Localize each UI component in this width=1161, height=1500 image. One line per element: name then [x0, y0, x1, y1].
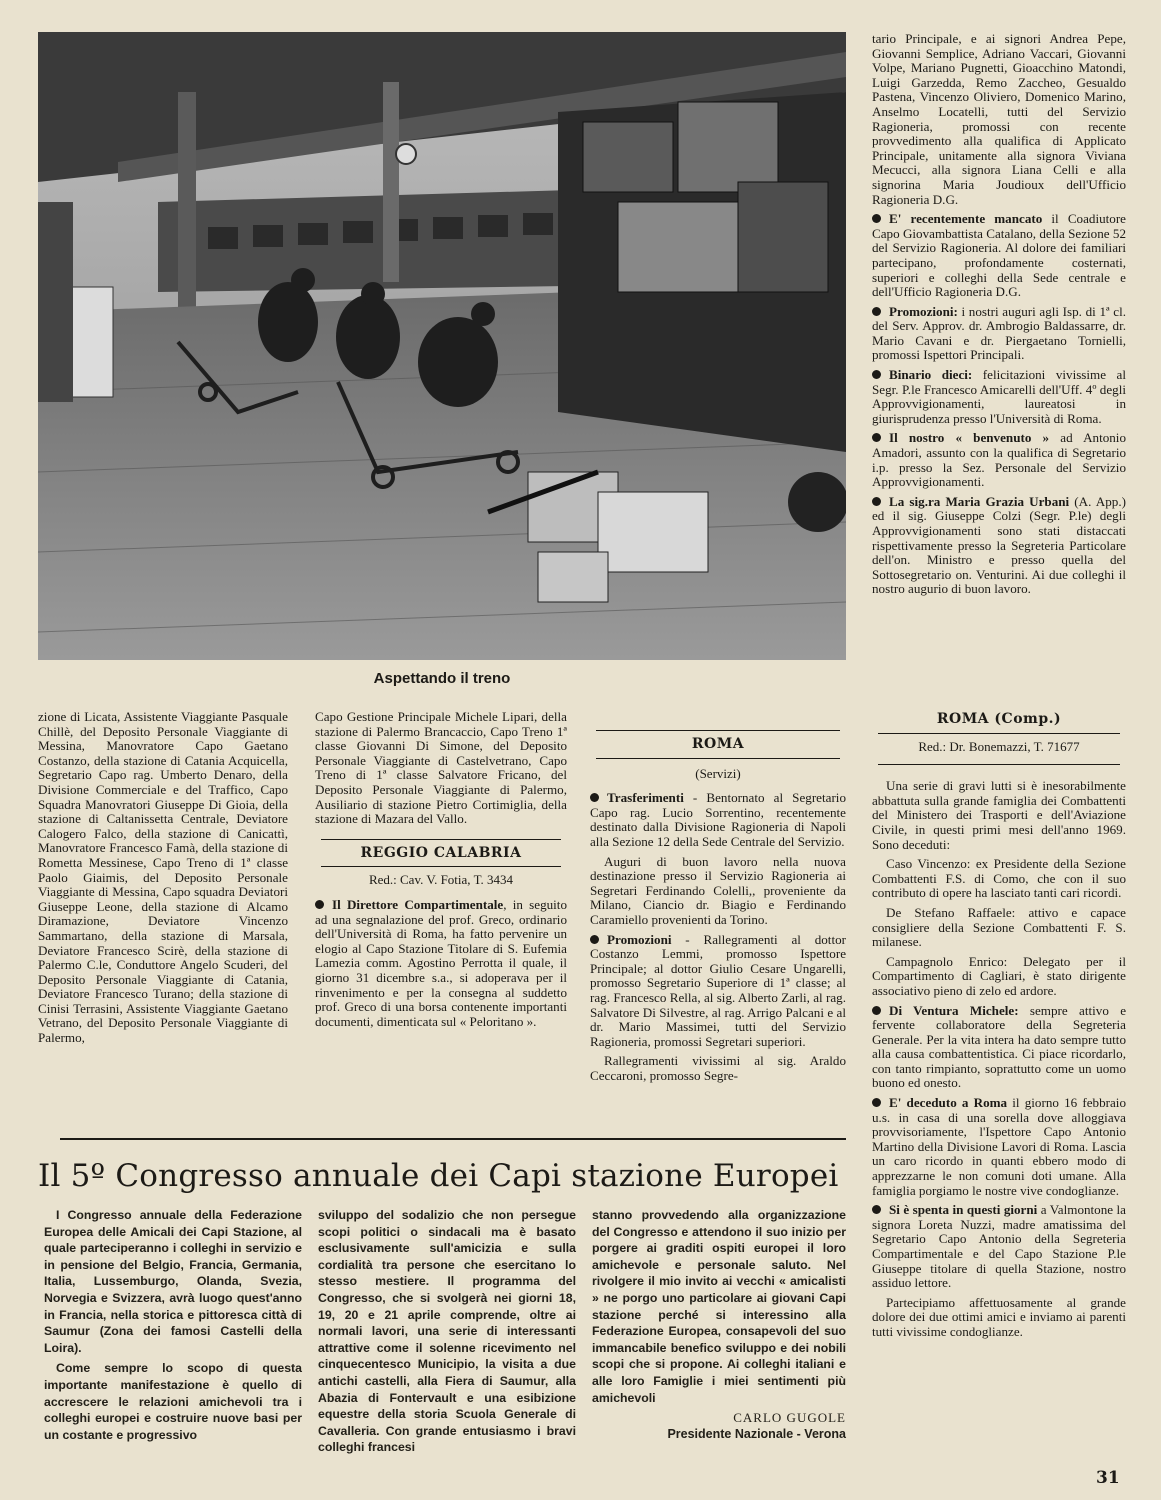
paragraph: Campagnolo Enrico: Delegato per il Compartimento di Cagliari, è stato dirigente associativo pieno di zelo ed ardore.	[872, 953, 1126, 998]
paragraph: Una serie di gravi lutti si è inesorabilmente abbattuta sulla grande famiglia dei Combattenti del Ministero dei Trasporti e dell'Aviazione Civile, in questi primi mesi dell'anno 1969. Sono deceduti:	[872, 778, 1126, 852]
item-text: i nostri auguri agli Isp. di 1ª cl. del Serv. Approv. dr. Ambrogio Baldassarre, dr. Mario Cavani e dr. Piergaetano Tornielli, promossi Ispettori Principali.	[872, 303, 1126, 363]
item-lead: E' recentemente mancato	[889, 211, 1043, 227]
news-item	[872, 495, 1126, 597]
news-item	[872, 1004, 1126, 1092]
item-text: - Rallegramenti al dottor Costanzo Lemmi, promosso Ispettore Principale; al dottor Giulio Cesare Ungarelli, promosso Segretario Superiore di 1ª classe; al rag. Francesco Rella, al sig. Alberto Zarli, al rag. Salvatore Di Silvestre, al rag. Arrigo Palcani e al dr. Mario Massimei, tutti del Servizio Ragioneria, promossi Segretari superiori.	[590, 931, 846, 1049]
article-headline: Il 5º Congresso annuale dei Capi stazione Europei	[38, 1158, 839, 1194]
item-lead: Il nostro « benvenuto »	[889, 430, 1050, 446]
paragraph: stanno provvedendo alla organizzazione del Congresso e attendono il suo inizio per porgere ai graditi ospiti europei il loro amichevole e personale saluto. Nel rivolgere il mio invito ai vecchi « amicalisti » ne porgo uno particolare ai giovani Capi stazione perché si interessino alla Federazione Europea, consapevoli del suo immancabile benefico sviluppo e dei nobili scopi che si propone. Ai colleghi italiani e alle loro Famiglie i miei sentimenti più amichevoli	[592, 1208, 846, 1405]
bullet-icon	[872, 370, 881, 379]
item-lead: Promozioni	[607, 931, 672, 947]
section-subheading: (Servizi)	[695, 765, 741, 781]
item-text: sempre attivo e fervente collaboratore della Segreteria Generale. Per la vita intera ha dato sempre tutto alla causa combattentistica. Ci piace ricordarlo, con tanto rimpianto, soprattutto come un uomo buono ed onesto.	[872, 1002, 1126, 1091]
bullet-icon	[590, 935, 599, 944]
paragraph: zione di Licata, Assistente Viaggiante Pasquale Chillè, del Deposito Personale Viaggiante di Messina, Manovratore Capo Gaetano Costanzo, della stazione di Catania Acquicella, Segretario Capo rag. Umberto Denaro, della Divisione Commerciale e del Traffico, Capo Squadra Manovratori Giuseppe Di Gioia, della stazione di Caltanissetta Centrale, Deviatore Calogero Falco, della stazione di Canicattì, Manovratore Francesco Famà, della stazione di Rometta Messinese, Capo Treno di 1ª classe Paolo Giaimis, del Deposito Personale Viaggiante di Messina, Capo squadra Deviatori Giuseppe Leone, della stazione di Alcamo Diramazione, Deviatore Vincenzo Sammartano, della stazione di Marsala, Deviatore Francesco Scirè, della stazione di Palermo C.le, Conduttore Angelo Scuderi, del Deposito Personale Viaggiante di Catania, Deviatore Francesco Turano; della stazione di Cinisi Terrasini, Assistente Viaggiante Gaetano Vetrano, del Deposito Personale Viaggiante di Palermo,	[38, 709, 288, 1046]
paragraph: Auguri di buon lavoro nella nuova destinazione presso il Servizio Ragioneria ai Segretari Ferdinando Colelli,, proveniente da Milano, Ciancio dr. Biagio e Ferdinando Caramiello provenienti da Torino.	[590, 853, 846, 927]
bullet-icon	[872, 307, 881, 316]
paragraph: Rallegramenti vivissimi al sig. Araldo Ceccaroni, promosso Segre-	[590, 1053, 846, 1083]
photo-caption: Aspettando il treno	[373, 670, 511, 687]
divider	[596, 730, 840, 731]
article-rule	[60, 1138, 846, 1140]
item-lead: Di Ventura Michele:	[889, 1002, 1019, 1018]
editor-line: Red.: Cav. V. Fotia, T. 3434	[368, 872, 514, 888]
bullet-icon	[872, 433, 881, 442]
paragraph: tario Principale, e ai signori Andrea Pepe, Giovanni Semplice, Adriano Vaccari, Giovanni Volpe, Mariano Pugnetti, Gioacchino Matondi, Luigi Garzedda, Remo Zaccheo, Gesualdo Pastena, Vincenzo Oliviero, Domenico Marino, Anselmo Locatelli, tutti del Servizio Ragioneria, promossi con recente provvedimento alla qualifica di Applicato Principale, unitamente alla signora Viviana Mecucci, alla signora Liana Celli e alla signorina Maria Joudioux dell'Ufficio Ragioneria D.G.	[872, 31, 1126, 207]
news-item	[872, 431, 1126, 489]
bullet-icon	[872, 1098, 881, 1107]
column-1	[38, 710, 288, 1051]
editor-line: Red.: Dr. Bonemazzi, T. 71677	[918, 738, 1080, 754]
news-item	[315, 898, 567, 1029]
paragraph: sviluppo del sodalizio che non persegue scopi politici o sindacali ma è basato esclusivamente sull'amicizia e sulla cordialità tra persone che esercitano lo stesso mestiere. Il programma del Congresso, che si svolgerà nei giorni 18, 19, 20 e 21 aprile comprende, oltre ai normali lavori, una serie di interessanti attrattive come il solenne ricevimento nel cinquecentesco Municipio, la visita a due antichi castelli, alla Fiera di Saumur, alla Abazia di Fontervault e una esibizione equestre della storia Scuola Generale di Cavalleria. Con grande entusiasmo i bravi colleghi francesi	[318, 1208, 576, 1455]
paragraph: De Stefano Raffaele: attivo e capace consigliere della Sezione Combattenti F. S. milanese.	[872, 904, 1126, 950]
bullet-icon	[872, 497, 881, 506]
item-lead: Promozioni:	[889, 303, 958, 319]
news-item	[872, 212, 1126, 300]
article-column-1	[44, 1207, 302, 1447]
item-text: felicitazioni vivissime al Segr. P.le Francesco Amicarelli dell'Uff. 4º degli Approvvigionamenti, laureatosi in giurisprudenza presso l'Università di Roma.	[872, 367, 1126, 426]
news-item	[590, 933, 846, 1050]
article-column-3	[592, 1207, 846, 1442]
column-3	[590, 730, 846, 1088]
paragraph: Capo Gestione Principale Michele Lipari, della stazione di Palermo Brancaccio, Capo Treno 1ª classe Giovanni Di Simone, del Deposito Personale Viaggiante di Castelvetrano, Capo Treno di 1ª classe Salvatore Fricano, del Deposito Personale Viaggiante di Palermo, Ausiliario di stazione Pietro Cortimiglia, della stazione di Mazara del Vallo.	[315, 709, 567, 827]
section-heading-roma: ROMA	[691, 736, 745, 752]
divider	[878, 764, 1120, 765]
photo-station-platform	[38, 32, 846, 660]
signature-role: Presidente Nazionale - Verona	[667, 1427, 846, 1442]
item-lead: Si è spenta in questi giorni	[889, 1202, 1038, 1218]
news-item	[872, 368, 1126, 426]
item-text: il Coadiutore Capo Giovambattista Catalano, della Sezione 52 del Servizio Ragioneria. Al dolore dei familiari partecipano, profondamente costernati, superiori e colleghi della Sede centrale e dell'Ufficio Ragioneria D.G.	[872, 211, 1126, 300]
bullet-icon	[872, 1205, 881, 1214]
item-lead: Binario dieci:	[889, 367, 973, 383]
divider	[321, 839, 561, 840]
news-item	[590, 791, 846, 849]
section-heading-reggio-calabria: REGGIO CALABRIA	[360, 844, 522, 861]
bullet-icon	[872, 214, 881, 223]
paragraph: I Congresso annuale della Federazione Europea delle Amicali dei Capi Stazione, al quale parteciperanno i colleghi in servizio e in pensione del Belgio, Francia, Germania, Italia, Lussemburgo, Olanda, Svezia, Norvegia e Svizzera, avrà luogo quest'anno in Francia, nella storica e pittoresca città di Saumur (Zona dei famosi Castelli della Loira).	[44, 1208, 302, 1355]
section-heading-roma-comp: ROMA (Comp.)	[936, 711, 1062, 727]
column-4	[872, 712, 1126, 1345]
item-text: , in seguito ad una segnalazione del prof. Greco, ordinario dell'Università di Roma, ha fatto pervenire un elogio al Capo Stazione Titolare di S. Eufemia Lamezia comm. Agostino Perrotta il quale, il giorno 31 dicembre s.a., si adoperava per il rinvenimento e per la consegna al suddetto prof. Greco di una borsa contenente importanti documenti, dimenticata sul « Peloritano ».	[315, 896, 567, 1029]
signature	[592, 1410, 846, 1442]
top-right-column	[872, 32, 1126, 602]
bullet-icon	[872, 1006, 881, 1015]
column-2	[315, 710, 567, 1034]
news-item	[872, 1096, 1126, 1198]
news-item	[872, 305, 1126, 363]
item-text: ad Antonio Amadori, assunto con la qualifica di Segretario i.p. presso la Sez. Personale del Servizio Approvvigionamenti.	[872, 430, 1126, 490]
page-number: 31	[1096, 1468, 1120, 1488]
item-lead: Il Direttore Compartimentale	[332, 896, 504, 912]
divider	[321, 866, 561, 867]
item-lead: Trasferimenti	[607, 790, 684, 806]
item-lead: E' deceduto a Roma	[889, 1095, 1008, 1111]
item-text: a Valmontone la signora Loreta Nuzzi, madre amatissima del Segretario Capo Antonio della Segreteria Compartimentale e del Capo Stazione P.le Giuseppe titolare di quella Stazione, nostro assiduo lettore.	[872, 1202, 1126, 1291]
divider	[596, 758, 840, 759]
item-lead: La sig.ra Maria Grazia Urbani	[889, 493, 1070, 509]
signature-name: CARLO GUGOLE	[733, 1410, 846, 1426]
item-text: - Bentornato al Segretario Capo rag. Lucio Sorrentino, recentemente destinato dalla Divisione Ragioneria di Napoli alla Sezione 12 della Sede Centrale del Servizio.	[590, 790, 846, 849]
item-text: il giorno 16 febbraio u.s. in casa di una sorella dove alloggiava provvisoriamente, l'Ispettore Capo Antonio Martino della Divisione Lavori di Roma. Lascia un caro ricordo in quanti ebbero modo di apprezzarne le non comuni doti umane. Alla famiglia porgiamo le nostre vive condoglianze.	[872, 1095, 1126, 1198]
divider	[878, 733, 1120, 734]
article-column-2	[318, 1207, 576, 1460]
bullet-icon	[590, 793, 599, 802]
item-text: (A. App.) ed il sig. Giuseppe Colzi (Segr. P.le) degli Approvvigionamenti sono stati distaccati rispettivamente presso la Segreteria Particolare dell'on. Ministro e presso quella del Sottosegretario on. Venturini. Ai due colleghi il nostro augurio di buon lavoro.	[872, 493, 1126, 597]
paragraph: Caso Vincenzo: ex Presidente della Sezione Combattenti F.S. di Como, che con il suo contributo di opere ha lasciato tanti cari ricordi.	[872, 856, 1126, 901]
bullet-icon	[315, 900, 324, 909]
paragraph: Partecipiamo affettuosamente al grande dolore dei due ottimi amici e inviamo ai parenti tutti vivissime condoglianze.	[872, 1294, 1126, 1339]
paragraph: Come sempre lo scopo di questa importante manifestazione è quello di accrescere le relazioni amichevoli tra i colleghi europei e costruire nuove basi per un costante e progressivo	[44, 1361, 302, 1442]
news-item	[872, 1203, 1126, 1291]
